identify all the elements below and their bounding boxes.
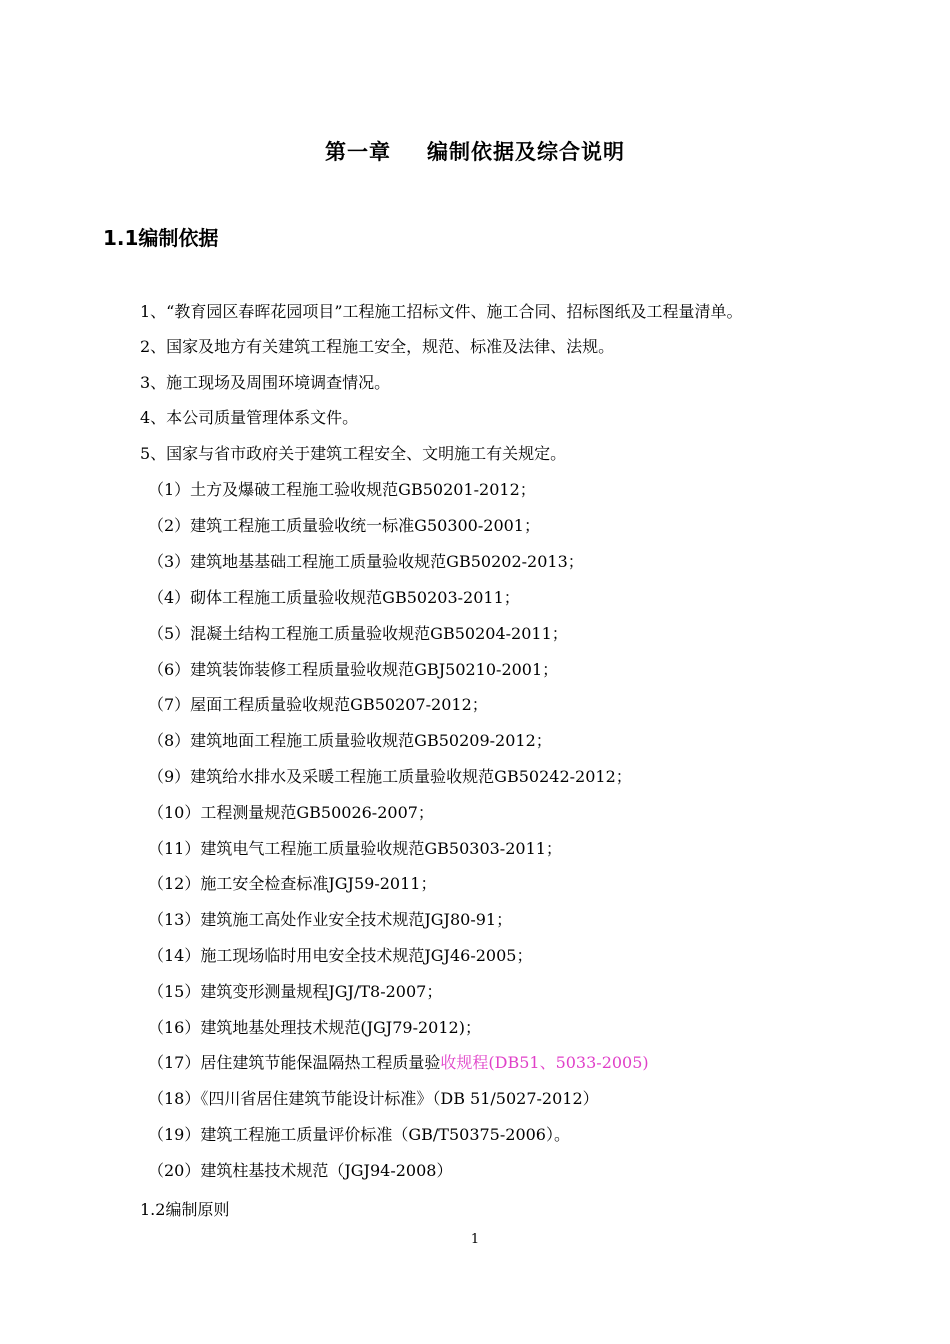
standard-item: （15）建筑变形测量规程JGJ/T8-2007； [148,982,443,1001]
standard-item: （6）建筑装饰装修工程质量验收规范GBJ50210-2001； [148,660,559,679]
basis-item: 2、国家及地方有关建筑工程施工安全，规范、标准及法律、法规。 [140,337,615,356]
basis-item: 3、施工现场及周围环境调查情况。 [140,373,391,392]
page-number: 1 [470,1232,480,1247]
standard-item: （3）建筑地基基础工程施工质量验收规范GB50202-2013； [148,552,584,571]
standard-item: （19）建筑工程施工质量评价标准（GB/T50375-2006）。 [148,1125,570,1144]
standard-item: （2）建筑工程施工质量验收统一标准G50300-2001； [148,516,540,535]
standard-item: （5）混凝土结构工程施工质量验收规范GB50204-2011； [148,624,568,643]
standard-item-17 [148,1053,649,1073]
chapter-name: 编制依据及综合说明 [427,140,625,164]
section-title: 1.1编制依据 [103,226,219,250]
basis-item: 5、国家与省市政府关于建筑工程安全、文明施工有关规定。 [140,444,567,463]
standard-item: （8）建筑地面工程施工质量验收规范GB50209-2012； [148,731,552,750]
standard-item: （10）工程测量规范GB50026-2007； [148,803,434,822]
chapter-label: 第一章 [325,140,391,164]
standard-text: （17）居住建筑节能保温隔热工程质量验 [148,1053,441,1072]
standard-item: （20）建筑柱基技术规范（JGJ94-2008） [148,1161,453,1180]
subsection-title: 1.2编制原则 [140,1200,230,1219]
chapter-title [0,136,950,166]
standard-item: （12）施工安全检查标准JGJ59-2011； [148,874,437,893]
standard-item: （4）砌体工程施工质量验收规范GB50203-2011； [148,588,520,607]
standard-item: （14）施工现场临时用电安全技术规范JGJ46-2005； [148,946,533,965]
standard-item: （11）建筑电气工程施工质量验收规范GB50303-2011； [148,839,562,858]
standard-item: （1）土方及爆破工程施工验收规范GB50201-2012； [148,480,536,499]
standard-item: （9）建筑给水排水及采暖工程施工质量验收规范GB50242-2012； [148,767,632,786]
standard-item: （13）建筑施工高处作业安全技术规范JGJ80-91； [148,910,513,929]
basis-item: 4、本公司质量管理体系文件。 [140,408,359,427]
standard-item: （7）屋面工程质量验收规范GB50207-2012； [148,695,488,714]
standard-item: （18）《四川省居住建筑节能设计标准》（DB 51/5027-2012） [148,1089,599,1108]
basis-item: 1、“教育园区春晖花园项目”工程施工招标文件、施工合同、招标图纸及工程量清单。 [140,302,743,321]
standard-item: （16）建筑地基处理技术规范(JGJ79-2012)； [148,1018,481,1037]
highlighted-text: 收规程(DB51、5033-2005) [440,1053,649,1072]
